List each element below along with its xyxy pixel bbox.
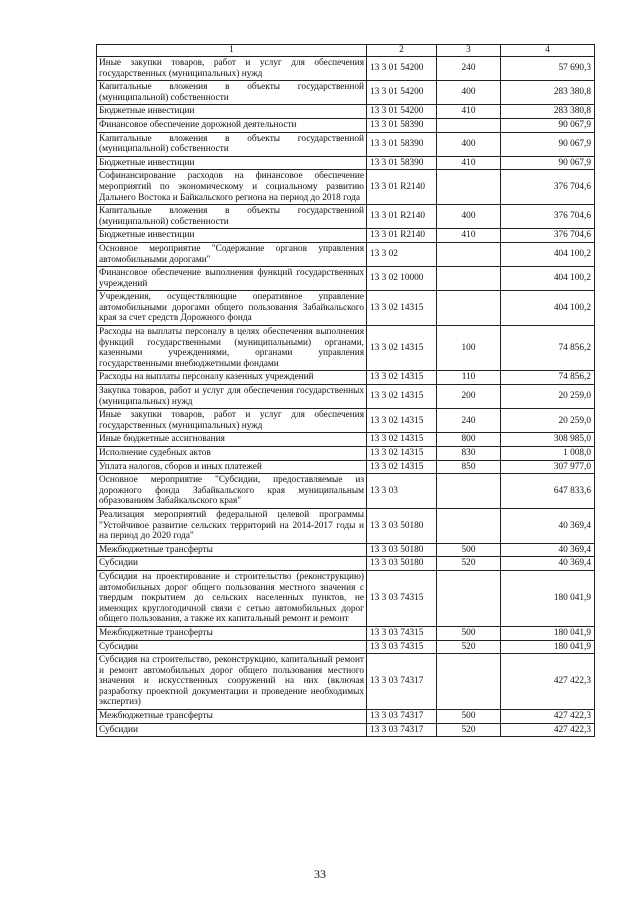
- row-name-cell: Межбюджетные трансферты: [97, 710, 367, 724]
- table-row: [97, 557, 595, 571]
- row-name-cell: Капитальные вложения в объекты государственной (муниципальной) собственности: [97, 132, 367, 156]
- page-number: 33: [314, 867, 326, 881]
- row-name-cell: Финансовое обеспечение выполнения функций государственных учреждений: [97, 267, 367, 291]
- row-name-cell: Уплата налогов, сборов и иных платежей: [97, 460, 367, 474]
- row-type-cell: 400: [437, 205, 501, 229]
- row-type-cell: 410: [437, 229, 501, 243]
- table-row: [97, 371, 595, 385]
- header-col-4: 4: [501, 45, 595, 57]
- row-type-cell: 110: [437, 371, 501, 385]
- row-amount-cell: 180 041,9: [501, 570, 595, 626]
- row-type-cell: [437, 570, 501, 626]
- row-code-cell: 13 3 02 10000: [367, 267, 437, 291]
- row-name-cell: Межбюджетные трансферты: [97, 543, 367, 557]
- row-type-cell: [437, 267, 501, 291]
- row-name-cell: Субсидия на строительство, реконструкцию, капитальный ремонт и ремонт автомобильных дорог общего пользования местного значения и искусственных сооружений на них (включая разработку проектной документации и проведение необходимых экспертиз): [97, 654, 367, 710]
- row-amount-cell: 180 041,9: [501, 626, 595, 640]
- row-name-cell: Реализация мероприятий федеральной целевой программы "Устойчивое развитие сельских территорий на 2014-2017 годы и на период до 2020 года": [97, 508, 367, 543]
- row-type-cell: 400: [437, 132, 501, 156]
- table-row: [97, 626, 595, 640]
- row-amount-cell: 40 369,4: [501, 508, 595, 543]
- row-amount-cell: 404 100,2: [501, 267, 595, 291]
- table-row: [97, 132, 595, 156]
- table-row: [97, 326, 595, 371]
- row-code-cell: 13 3 02 14315: [367, 385, 437, 409]
- row-code-cell: 13 3 03: [367, 474, 437, 509]
- row-amount-cell: 57 690,3: [501, 57, 595, 81]
- header-col-3: 3: [437, 45, 501, 57]
- row-type-cell: [437, 474, 501, 509]
- row-code-cell: 13 3 02 14315: [367, 409, 437, 433]
- row-amount-cell: 376 704,6: [501, 205, 595, 229]
- row-type-cell: 830: [437, 447, 501, 461]
- row-code-cell: 13 3 03 74317: [367, 710, 437, 724]
- table-row: [97, 710, 595, 724]
- row-name-cell: Бюджетные инвестиции: [97, 105, 367, 119]
- row-name-cell: Иные бюджетные ассигнования: [97, 433, 367, 447]
- row-code-cell: 13 3 02 14315: [367, 371, 437, 385]
- row-type-cell: [437, 654, 501, 710]
- row-name-cell: Субсидии: [97, 640, 367, 654]
- row-amount-cell: 40 369,4: [501, 557, 595, 571]
- row-amount-cell: 376 704,6: [501, 229, 595, 243]
- row-name-cell: Субсидии: [97, 557, 367, 571]
- row-name-cell: Расходы на выплаты персоналу казенных учреждений: [97, 371, 367, 385]
- row-name-cell: Капитальные вложения в объекты государственной (муниципальной) собственности: [97, 205, 367, 229]
- row-type-cell: [437, 508, 501, 543]
- row-name-cell: Софинансирование расходов на финансовое обеспечение мероприятий по экономическому и социальному развитию Дальнего Востока и Байкальского региона на период до 2018 года: [97, 170, 367, 205]
- table-row: [97, 156, 595, 170]
- table-row: [97, 385, 595, 409]
- table-row: [97, 267, 595, 291]
- row-name-cell: Субсидии: [97, 723, 367, 737]
- row-amount-cell: 376 704,6: [501, 170, 595, 205]
- table-row: [97, 170, 595, 205]
- row-type-cell: [437, 242, 501, 266]
- table-row: [97, 654, 595, 710]
- row-name-cell: Иные закупки товаров, работ и услуг для обеспечения государственных (муниципальных) нужд: [97, 409, 367, 433]
- table-row: [97, 57, 595, 81]
- row-name-cell: Расходы на выплаты персоналу в целях обеспечения выполнения функций государственными (муниципальными) органами, казенными учреждениями, органами управления государственными внебюджетными фондами: [97, 326, 367, 371]
- row-type-cell: 800: [437, 433, 501, 447]
- table-row: [97, 81, 595, 105]
- row-type-cell: [437, 118, 501, 132]
- row-code-cell: 13 3 03 50180: [367, 557, 437, 571]
- row-type-cell: 200: [437, 385, 501, 409]
- table-row: [97, 508, 595, 543]
- row-code-cell: 13 3 03 50180: [367, 508, 437, 543]
- row-amount-cell: 20 259,0: [501, 409, 595, 433]
- row-code-cell: 13 3 01 54200: [367, 105, 437, 119]
- table-row: [97, 118, 595, 132]
- row-type-cell: 400: [437, 81, 501, 105]
- row-code-cell: 13 3 01 58390: [367, 156, 437, 170]
- row-name-cell: Бюджетные инвестиции: [97, 229, 367, 243]
- row-code-cell: 13 3 03 74315: [367, 626, 437, 640]
- table-header-row: [97, 45, 595, 57]
- row-name-cell: Основное мероприятие "Содержание органов управления автомобильными дорогами": [97, 242, 367, 266]
- row-amount-cell: 404 100,2: [501, 291, 595, 326]
- row-amount-cell: 74 856,2: [501, 326, 595, 371]
- row-amount-cell: 404 100,2: [501, 242, 595, 266]
- row-name-cell: Субсидия на проектирование и строительство (реконструкцию) автомобильных дорог общего пользования местного значения с твердым покрытием до сельских населенных пунктов, не имеющих круглогодичной связи с сетью автомобильных дорог общего пользования, а также их капитальный ремонт и ремонт: [97, 570, 367, 626]
- row-type-cell: [437, 291, 501, 326]
- row-name-cell: Закупка товаров, работ и услуг для обеспечения государственных (муниципальных) нужд: [97, 385, 367, 409]
- row-code-cell: 13 3 01 R2140: [367, 229, 437, 243]
- table-row: [97, 460, 595, 474]
- row-type-cell: [437, 170, 501, 205]
- row-type-cell: 410: [437, 156, 501, 170]
- row-code-cell: 13 3 03 74317: [367, 654, 437, 710]
- header-col-1: 1: [97, 45, 367, 57]
- row-code-cell: 13 3 03 74315: [367, 640, 437, 654]
- row-type-cell: 500: [437, 710, 501, 724]
- row-name-cell: Учреждения, осуществляющие оперативное управление автомобильными дорогами общего пользования Забайкальского края за счет средств Дорожного фонда: [97, 291, 367, 326]
- row-name-cell: Финансовое обеспечение дорожной деятельности: [97, 118, 367, 132]
- row-code-cell: 13 3 01 54200: [367, 81, 437, 105]
- row-amount-cell: 90 067,9: [501, 118, 595, 132]
- row-amount-cell: 283 380,8: [501, 105, 595, 119]
- row-type-cell: 100: [437, 326, 501, 371]
- table-row: [97, 105, 595, 119]
- table-row: [97, 433, 595, 447]
- budget-table: [96, 44, 595, 737]
- row-code-cell: 13 3 02 14315: [367, 291, 437, 326]
- table-row: [97, 474, 595, 509]
- table-row: [97, 291, 595, 326]
- row-code-cell: 13 3 01 58390: [367, 132, 437, 156]
- row-code-cell: 13 3 03 74317: [367, 723, 437, 737]
- row-amount-cell: 40 369,4: [501, 543, 595, 557]
- row-code-cell: 13 3 03 74315: [367, 570, 437, 626]
- row-amount-cell: 427 422,3: [501, 710, 595, 724]
- row-amount-cell: 20 259,0: [501, 385, 595, 409]
- table-row: [97, 242, 595, 266]
- row-amount-cell: 647 833,6: [501, 474, 595, 509]
- table-row: [97, 640, 595, 654]
- row-type-cell: 520: [437, 557, 501, 571]
- row-type-cell: 410: [437, 105, 501, 119]
- row-name-cell: Бюджетные инвестиции: [97, 156, 367, 170]
- row-code-cell: 13 3 01 54200: [367, 57, 437, 81]
- row-code-cell: 13 3 02 14315: [367, 460, 437, 474]
- row-name-cell: Капитальные вложения в объекты государственной (муниципальной) собственности: [97, 81, 367, 105]
- row-amount-cell: 283 380,8: [501, 81, 595, 105]
- row-name-cell: Иные закупки товаров, работ и услуг для обеспечения государственных (муниципальных) нужд: [97, 57, 367, 81]
- row-amount-cell: 90 067,9: [501, 132, 595, 156]
- table-row: [97, 447, 595, 461]
- row-type-cell: 240: [437, 409, 501, 433]
- row-code-cell: 13 3 01 R2140: [367, 170, 437, 205]
- row-amount-cell: 90 067,9: [501, 156, 595, 170]
- row-amount-cell: 1 008,0: [501, 447, 595, 461]
- row-amount-cell: 427 422,3: [501, 654, 595, 710]
- row-code-cell: 13 3 02: [367, 242, 437, 266]
- row-type-cell: 500: [437, 626, 501, 640]
- table-row: [97, 205, 595, 229]
- table-row: [97, 409, 595, 433]
- table-row: [97, 229, 595, 243]
- table-row: [97, 723, 595, 737]
- row-code-cell: 13 3 03 50180: [367, 543, 437, 557]
- row-type-cell: 240: [437, 57, 501, 81]
- row-code-cell: 13 3 01 R2140: [367, 205, 437, 229]
- row-amount-cell: 74 856,2: [501, 371, 595, 385]
- row-name-cell: Основное мероприятие "Субсидии, предоставляемые из дорожного фонда Забайкальского края муниципальным образованиям Забайкальского края": [97, 474, 367, 509]
- row-type-cell: 500: [437, 543, 501, 557]
- row-amount-cell: 427 422,3: [501, 723, 595, 737]
- row-type-cell: 520: [437, 723, 501, 737]
- row-code-cell: 13 3 02 14315: [367, 433, 437, 447]
- row-amount-cell: 180 041,9: [501, 640, 595, 654]
- row-amount-cell: 308 985,0: [501, 433, 595, 447]
- header-col-2: 2: [367, 45, 437, 57]
- row-code-cell: 13 3 02 14315: [367, 326, 437, 371]
- row-amount-cell: 307 977,0: [501, 460, 595, 474]
- row-type-cell: 850: [437, 460, 501, 474]
- row-code-cell: 13 3 02 14315: [367, 447, 437, 461]
- row-code-cell: 13 3 01 58390: [367, 118, 437, 132]
- table-row: [97, 543, 595, 557]
- row-name-cell: Межбюджетные трансферты: [97, 626, 367, 640]
- row-name-cell: Исполнение судебных актов: [97, 447, 367, 461]
- table-row: [97, 570, 595, 626]
- row-type-cell: 520: [437, 640, 501, 654]
